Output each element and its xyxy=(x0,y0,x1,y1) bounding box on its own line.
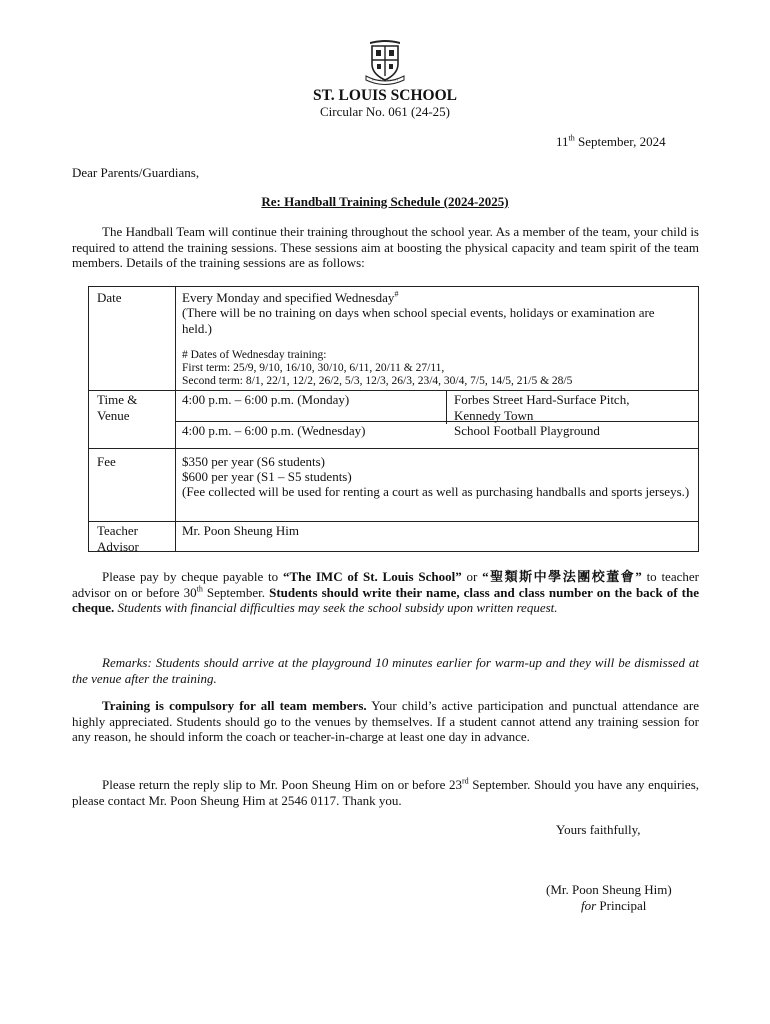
salutation: Dear Parents/Guardians, xyxy=(72,165,200,180)
payment-paragraph: Please pay by cheque payable to “The IMC of St. Louis School” or “聖類斯中學法團校董會” to teacher advisor on or before 30th September. Students should write their name, class and class number on the back of the cheque. Students with financial difficulties may seek the school subsidy upon written request. xyxy=(72,569,699,615)
date-label: Date xyxy=(97,290,122,305)
fee-s6: $350 per year (S6 students) xyxy=(182,454,325,469)
closing-yours-faithfully: Yours faithfully, xyxy=(556,822,641,837)
monday-venue: Forbes Street Hard-Surface Pitch, Kennedy Town xyxy=(454,392,630,423)
schedule-table xyxy=(88,286,699,552)
date-schedule: Every Monday and specified Wednesday# xyxy=(182,289,399,305)
intro-paragraph: The Handball Team will continue their training throughout the school year. As a member of the team, your child is required to attend the training sessions. These sessions aim at boosting the physical capacity and team spirit of the team members. Details of the training sessions are as follows: xyxy=(72,224,699,270)
remarks-paragraph: Remarks: Students should arrive at the playground 10 minutes earlier for warm-up and they will be dismissed at the venue after the training. xyxy=(72,655,699,686)
wednesday-venue: School Football Playground xyxy=(454,423,600,438)
school-name: ST. LOUIS SCHOOL xyxy=(313,87,457,104)
first-term-dates: First term: 25/9, 9/10, 16/10, 30/10, 6/11, 20/11 & 27/11, xyxy=(182,362,445,374)
signatory-name: (Mr. Poon Sheung Him) xyxy=(546,882,672,897)
date-exception-note: (There will be no training on days when school special events, holidays or examination are held.) xyxy=(182,305,655,336)
signatory-title: for Principal xyxy=(581,898,647,913)
second-term-dates: Second term: 8/1, 22/1, 12/2, 26/2, 5/3, 12/3, 26/3, 23/4, 30/4, 7/5, 14/5, 21/5 & 28/5 xyxy=(182,375,573,387)
fee-label: Fee xyxy=(97,454,116,469)
teacher-advisor-name: Mr. Poon Sheung Him xyxy=(182,523,300,538)
compulsory-paragraph: Training is compulsory for all team members. Your child’s active participation and punctual attendance are highly appreciated. Students should go to the venues by themselves. If a student cannot attend any training session for any reason, he should inform the coach or teacher-in-charge at least one day in advance. xyxy=(72,698,699,744)
wednesday-dates-heading: # Dates of Wednesday training: xyxy=(182,349,327,361)
teacher-advisor-label: Teacher Advisor xyxy=(97,523,139,554)
time-venue-label: Time & Venue xyxy=(97,392,138,423)
letter-date: 11th September, 2024 xyxy=(556,133,666,149)
subject-line: Re: Handball Training Schedule (2024-2025) xyxy=(261,194,509,209)
school-crest-icon xyxy=(360,36,410,86)
circular-number: Circular No. 061 (24-25) xyxy=(320,104,450,119)
fee-s1-s5: $600 per year (S1 – S5 students) xyxy=(182,469,352,484)
wednesday-time: 4:00 p.m. – 6:00 p.m. (Wednesday) xyxy=(182,423,366,438)
fee-note: (Fee collected will be used for renting a court as well as purchasing handballs and sports jerseys.) xyxy=(182,484,690,499)
reply-slip-paragraph: Please return the reply slip to Mr. Poon Sheung Him on or before 23rd September. Should you have any enquiries, please contact Mr. Poon Sheung Him at 2546 0117. Thank you. xyxy=(72,776,700,808)
monday-time: 4:00 p.m. – 6:00 p.m. (Monday) xyxy=(182,392,350,407)
